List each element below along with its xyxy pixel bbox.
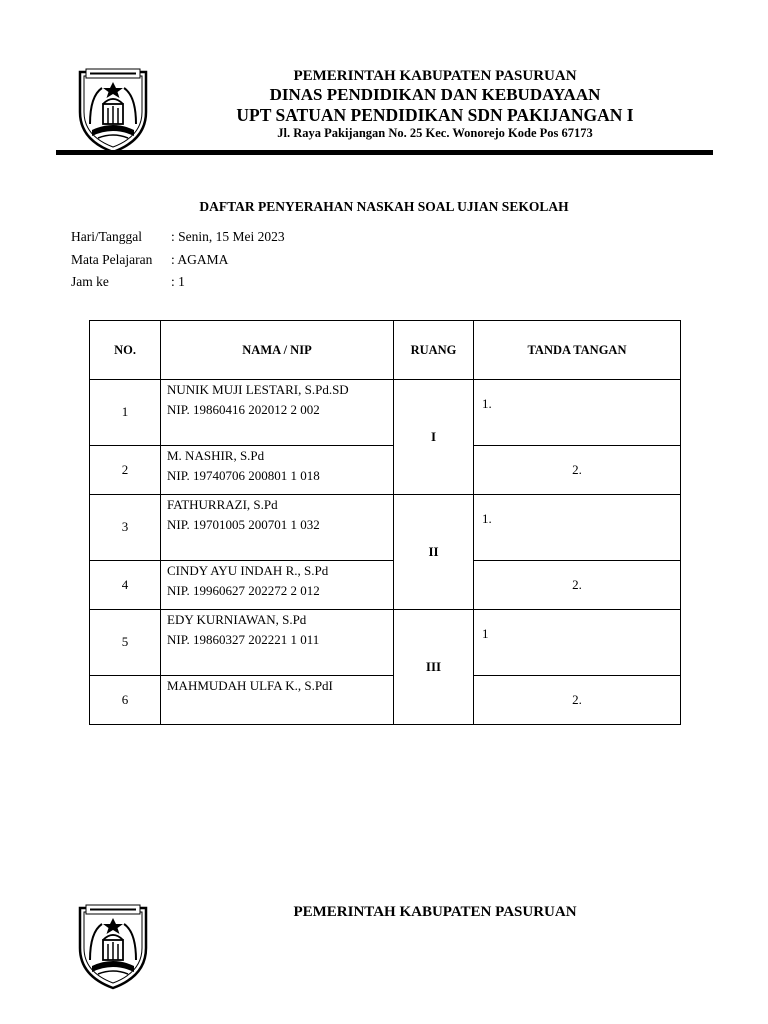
cell-ruang: II xyxy=(394,495,474,610)
cell-ruang: III xyxy=(394,610,474,725)
meta-row-date xyxy=(71,229,285,245)
table-header-row xyxy=(90,321,681,380)
meta-value: : 1 xyxy=(171,274,185,289)
cell-nama-nip xyxy=(161,560,394,610)
table-row xyxy=(90,380,681,446)
cell-signature: 2. xyxy=(474,445,681,495)
teacher-name: NUNIK MUJI LESTARI, S.Pd.SD xyxy=(167,382,349,397)
meta-value: : Senin, 15 Mei 2023 xyxy=(171,229,285,244)
teacher-nip: NIP. 19860416 202012 2 002 xyxy=(167,402,320,417)
header-no: NO. xyxy=(90,321,161,380)
teacher-nip: NIP. 19860327 202221 1 011 xyxy=(167,632,320,647)
district-emblem-logo xyxy=(74,902,152,990)
teacher-name: EDY KURNIAWAN, S.Pd xyxy=(167,612,307,627)
cell-nama-nip xyxy=(161,675,394,725)
cell-signature: 2. xyxy=(474,560,681,610)
teacher-nip: NIP. 19740706 200801 1 018 xyxy=(167,467,320,483)
cell-no: 3 xyxy=(90,495,161,561)
letterhead-school: UPT SATUAN PENDIDIKAN SDN PAKIJANGAN I xyxy=(236,105,634,125)
header-ruang: RUANG xyxy=(394,321,474,380)
teacher-name: FATHURRAZI, S.Pd xyxy=(167,497,278,512)
next-page-letterhead xyxy=(150,904,720,921)
cell-signature: 1. xyxy=(474,495,681,561)
cell-signature: 1 xyxy=(474,610,681,676)
district-emblem-icon xyxy=(74,66,152,154)
cell-nama-nip xyxy=(161,495,394,561)
cell-no: 5 xyxy=(90,610,161,676)
cell-ruang: I xyxy=(394,380,474,495)
cell-nama-nip xyxy=(161,610,394,676)
header-nama-nip: NAMA / NIP xyxy=(161,321,394,380)
header-tanda-tangan: TANDA TANGAN xyxy=(474,321,681,380)
district-emblem-icon xyxy=(74,902,152,990)
teacher-name: MAHMUDAH ULFA K., S.PdI xyxy=(167,677,333,693)
teacher-nip: NIP. 19960627 202272 2 012 xyxy=(167,582,320,598)
letterhead-department: DINAS PENDIDIKAN DAN KEBUDAYAAN xyxy=(269,85,601,104)
table-row xyxy=(90,675,681,725)
table-row xyxy=(90,610,681,676)
letterhead-text xyxy=(150,68,720,141)
meta-label: Jam ke xyxy=(71,274,109,289)
handover-table xyxy=(89,320,681,725)
teacher-name: CINDY AYU INDAH R., S.Pd xyxy=(167,562,329,578)
letterhead-divider xyxy=(56,150,713,155)
meta-row-session xyxy=(71,274,185,290)
meta-row-subject xyxy=(71,252,228,268)
letterhead-government: PEMERINTAH KABUPATEN PASURUAN xyxy=(293,904,577,920)
teacher-name: M. NASHIR, S.Pd xyxy=(167,447,265,463)
meta-value: : AGAMA xyxy=(171,252,229,267)
cell-no: 1 xyxy=(90,380,161,446)
cell-nama-nip xyxy=(161,380,394,446)
table-row xyxy=(90,560,681,610)
cell-no: 4 xyxy=(90,560,161,610)
letterhead-address: Jl. Raya Pakijangan No. 25 Kec. Wonorejo Kode Pos 67173 xyxy=(277,126,593,140)
table-row xyxy=(90,495,681,561)
cell-nama-nip xyxy=(161,445,394,495)
meta-label: Mata Pelajaran xyxy=(71,252,153,267)
district-emblem-logo xyxy=(74,66,152,154)
meta-label: Hari/Tanggal xyxy=(71,229,143,244)
teacher-nip: NIP. 19701005 200701 1 032 xyxy=(167,517,320,532)
letterhead-government: PEMERINTAH KABUPATEN PASURUAN xyxy=(293,68,577,84)
document-title: DAFTAR PENYERAHAN NASKAH SOAL UJIAN SEKOLAH xyxy=(199,199,569,214)
cell-signature: 1. xyxy=(474,380,681,446)
cell-no: 6 xyxy=(90,675,161,725)
cell-no: 2 xyxy=(90,445,161,495)
table-row xyxy=(90,445,681,495)
cell-signature: 2. xyxy=(474,675,681,725)
